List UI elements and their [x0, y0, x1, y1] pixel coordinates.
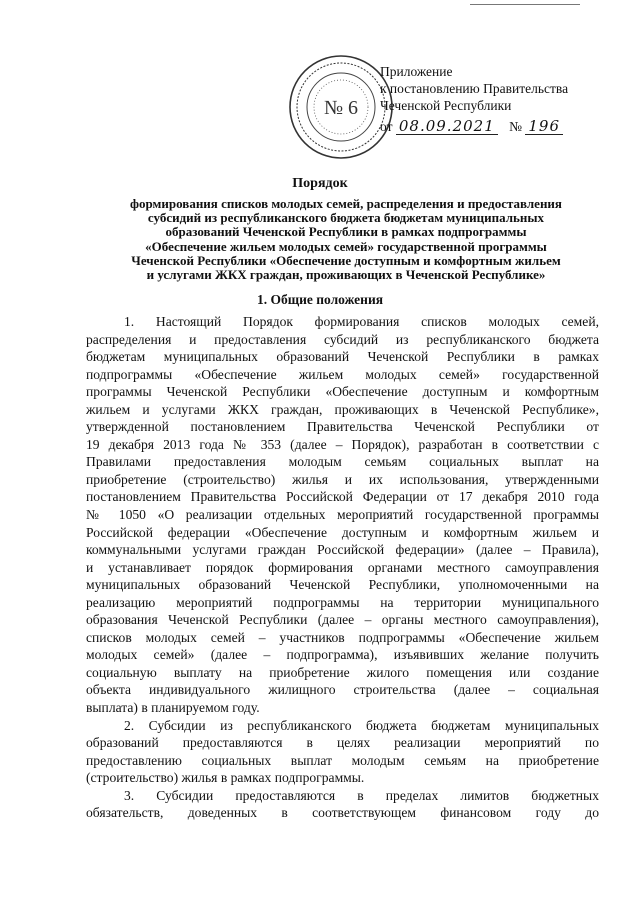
appendix-block: [380, 63, 568, 135]
subtitle-line: «Обеспечение жильем молодых семей» государственной программы: [145, 238, 547, 254]
number-label: №: [509, 119, 523, 134]
paragraph-line: выплата) в планируемом году.: [86, 700, 260, 716]
paragraph-line: бюджетам муниципальных образований Чеченской Республики в рамках: [86, 349, 599, 365]
paragraph-line: программы Чеченской Республики «Обеспечение доступным и комфортным: [86, 384, 599, 400]
from-label: от: [380, 119, 393, 134]
paragraph-line: списков молодых семей – участников подпрограммы «Обеспечение жильем: [86, 629, 599, 645]
paragraph-line: 1. Настоящий Порядок формирования списков молодых семей,: [124, 314, 599, 329]
appendix-line: к постановлению Правительства: [380, 81, 569, 96]
paragraph-line: постановлением Правительства Российской Федерации от 17 декабря 2010 года: [86, 489, 599, 505]
appendix-date-line: [380, 118, 568, 135]
paragraph-line: 2. Субсидии из республиканского бюджета бюджетам муниципальных: [124, 717, 599, 733]
paragraph-line: приобретение (строительство) жилья и их использования, утвержденными: [86, 471, 599, 487]
paragraph-line: реализацию мероприятий подпрограммы на территории муниципального: [86, 594, 599, 610]
subtitle-line: формирования списков молодых семей, распределения и предоставления: [130, 196, 562, 211]
body-text: [86, 313, 599, 822]
paragraph-line: утвержденной постановлением Правительства Чеченской Республики от: [86, 419, 599, 435]
section-heading: 1. Общие положения: [256, 292, 384, 307]
paragraph-line: жильем и услугами ЖКХ граждан, проживающих в Чеченской Республике»,: [86, 401, 599, 417]
handwritten-date: 08.09.2021: [396, 119, 498, 135]
paragraph-line: Правилами предоставления молодым семьям социальных выплат на: [86, 454, 599, 470]
paragraph-line: 19 декабря 2013 года № 353 (далее – Порядок), разработан в соответствии с: [86, 436, 599, 452]
appendix-line: Приложение: [380, 64, 453, 79]
paragraph-line: Российской федерации «Обеспечение доступным и комфортным жильем и: [86, 524, 599, 540]
paragraph-line: предоставлению социальных выплат молодым семьям на приобретение: [86, 752, 599, 768]
handwritten-number: 196: [525, 119, 563, 135]
subtitle-line: и услугами ЖКХ граждан, проживающих в Чеченской Республике»: [146, 267, 546, 283]
paragraph-line: объекта индивидуального жилищного строительства (далее – социальная: [86, 682, 599, 698]
document-subtitle: [86, 197, 606, 282]
top-rule: [470, 4, 580, 5]
paragraph-line: подпрограммы «Обеспечение жильем молодых семей» государственной: [86, 366, 599, 382]
paragraph-line: обязательств, доведенных в соответствующем финансовом году до: [86, 805, 599, 821]
subtitle-line: образований Чеченской Республики в рамках подпрограммы: [165, 224, 527, 240]
paragraph-line: молодых семей» (далее – подпрограмма), изъявивших желание получить: [86, 647, 599, 663]
paragraph-line: образований предоставляются в целях реализации мероприятий по: [86, 735, 599, 751]
paragraph-line: коммунальными услугами граждан Российской федерации» (далее – Правила),: [86, 542, 599, 558]
paragraph-line: (строительство) жилья в рамках подпрограммы.: [86, 770, 365, 786]
paragraph-line: социальную выплату на приобретение жилого помещения или создание: [86, 664, 599, 680]
paragraph-line: 3. Субсидии предоставляются в пределах лимитов бюджетных: [124, 787, 599, 803]
paragraph-line: № 1050 «О реализации отдельных мероприятий государственной программы: [86, 507, 599, 523]
paragraph-line: образования Чеченской Республики (далее – органы местного самоуправления),: [86, 612, 599, 628]
stamp-number: № 6: [323, 97, 359, 119]
paragraph-line: муниципальных образований Чеченской Республики, уполномоченными на: [86, 577, 599, 593]
subtitle-line: Чеченской Республики «Обеспечение доступным и комфортным жильем: [131, 252, 561, 268]
subtitle-line: субсидий из республиканского бюджета бюджетам муниципальных: [147, 210, 545, 226]
paragraph-line: распределения и предоставления субсидий из республиканского бюджета: [86, 331, 599, 347]
paragraph-line: и устанавливает порядок формирования органами местного самоуправления: [86, 559, 599, 575]
appendix-line: Чеченской Республики: [380, 98, 512, 113]
document-title: Порядок: [292, 176, 348, 191]
